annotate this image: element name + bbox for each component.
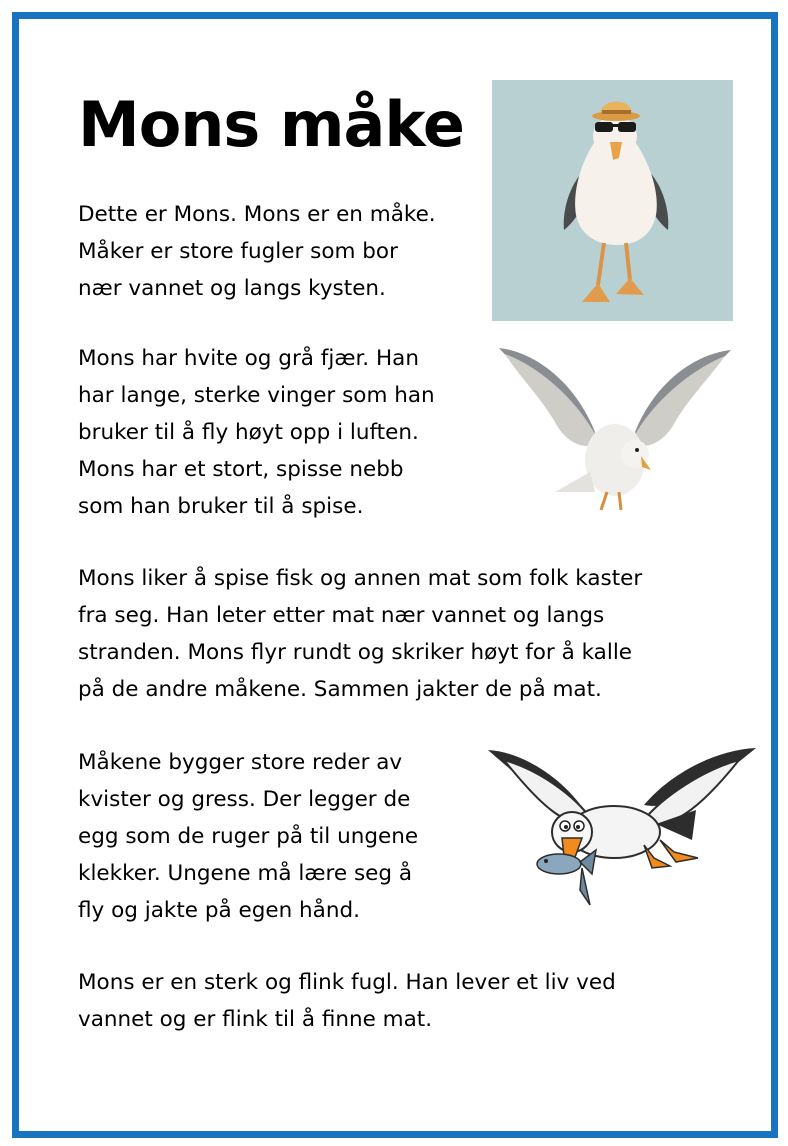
seagull-with-fish-icon <box>484 740 759 912</box>
text-line: fly og jakte på egen hånd. <box>78 898 360 923</box>
text-line: Dette er Mons. Mons er en måke. <box>78 202 436 227</box>
text-line: klekker. Ungene må lære seg å <box>78 861 413 886</box>
text-line: har lange, sterke vinger som han <box>78 383 435 408</box>
text-line: egg som de ruger på til ungene <box>78 824 419 849</box>
text-line: Måkene bygger store reder av <box>78 750 403 775</box>
paragraph-3 <box>78 560 642 708</box>
text-line: Mons har et stort, spisse nebb <box>78 457 404 482</box>
text-line: fra seg. Han leter etter mat nær vannet og langs <box>78 603 605 628</box>
text-line: Mons liker å spise fisk og annen mat som folk kaster <box>78 566 643 591</box>
paragraph-5 <box>78 964 616 1038</box>
text-line: kvister og gress. Der legger de <box>78 787 411 812</box>
paragraph-1 <box>78 196 436 307</box>
text-line: Måker er store fugler som bor <box>78 239 398 264</box>
text-line: bruker til å fly høyt opp i luften. <box>78 420 419 445</box>
text-line: vannet og er flink til å finne mat. <box>78 1007 433 1032</box>
text-line: på de andre måkene. Sammen jakter de på mat. <box>78 677 602 702</box>
text-line: stranden. Mons flyr rundt og skriker høyt for å kalle <box>78 640 633 665</box>
text-line: nær vannet og langs kysten. <box>78 276 386 301</box>
flying-seagull-icon <box>495 342 735 520</box>
paragraph-2 <box>78 340 435 525</box>
seagull-with-hat-icon <box>492 80 733 321</box>
paragraph-4 <box>78 744 418 929</box>
page-title: Mons måke <box>78 88 464 161</box>
text-line: som han bruker til å spise. <box>78 494 364 519</box>
text-line: Mons er en sterk og flink fugl. Han lever et liv ved <box>78 970 616 995</box>
text-line: Mons har hvite og grå fjær. Han <box>78 346 419 371</box>
